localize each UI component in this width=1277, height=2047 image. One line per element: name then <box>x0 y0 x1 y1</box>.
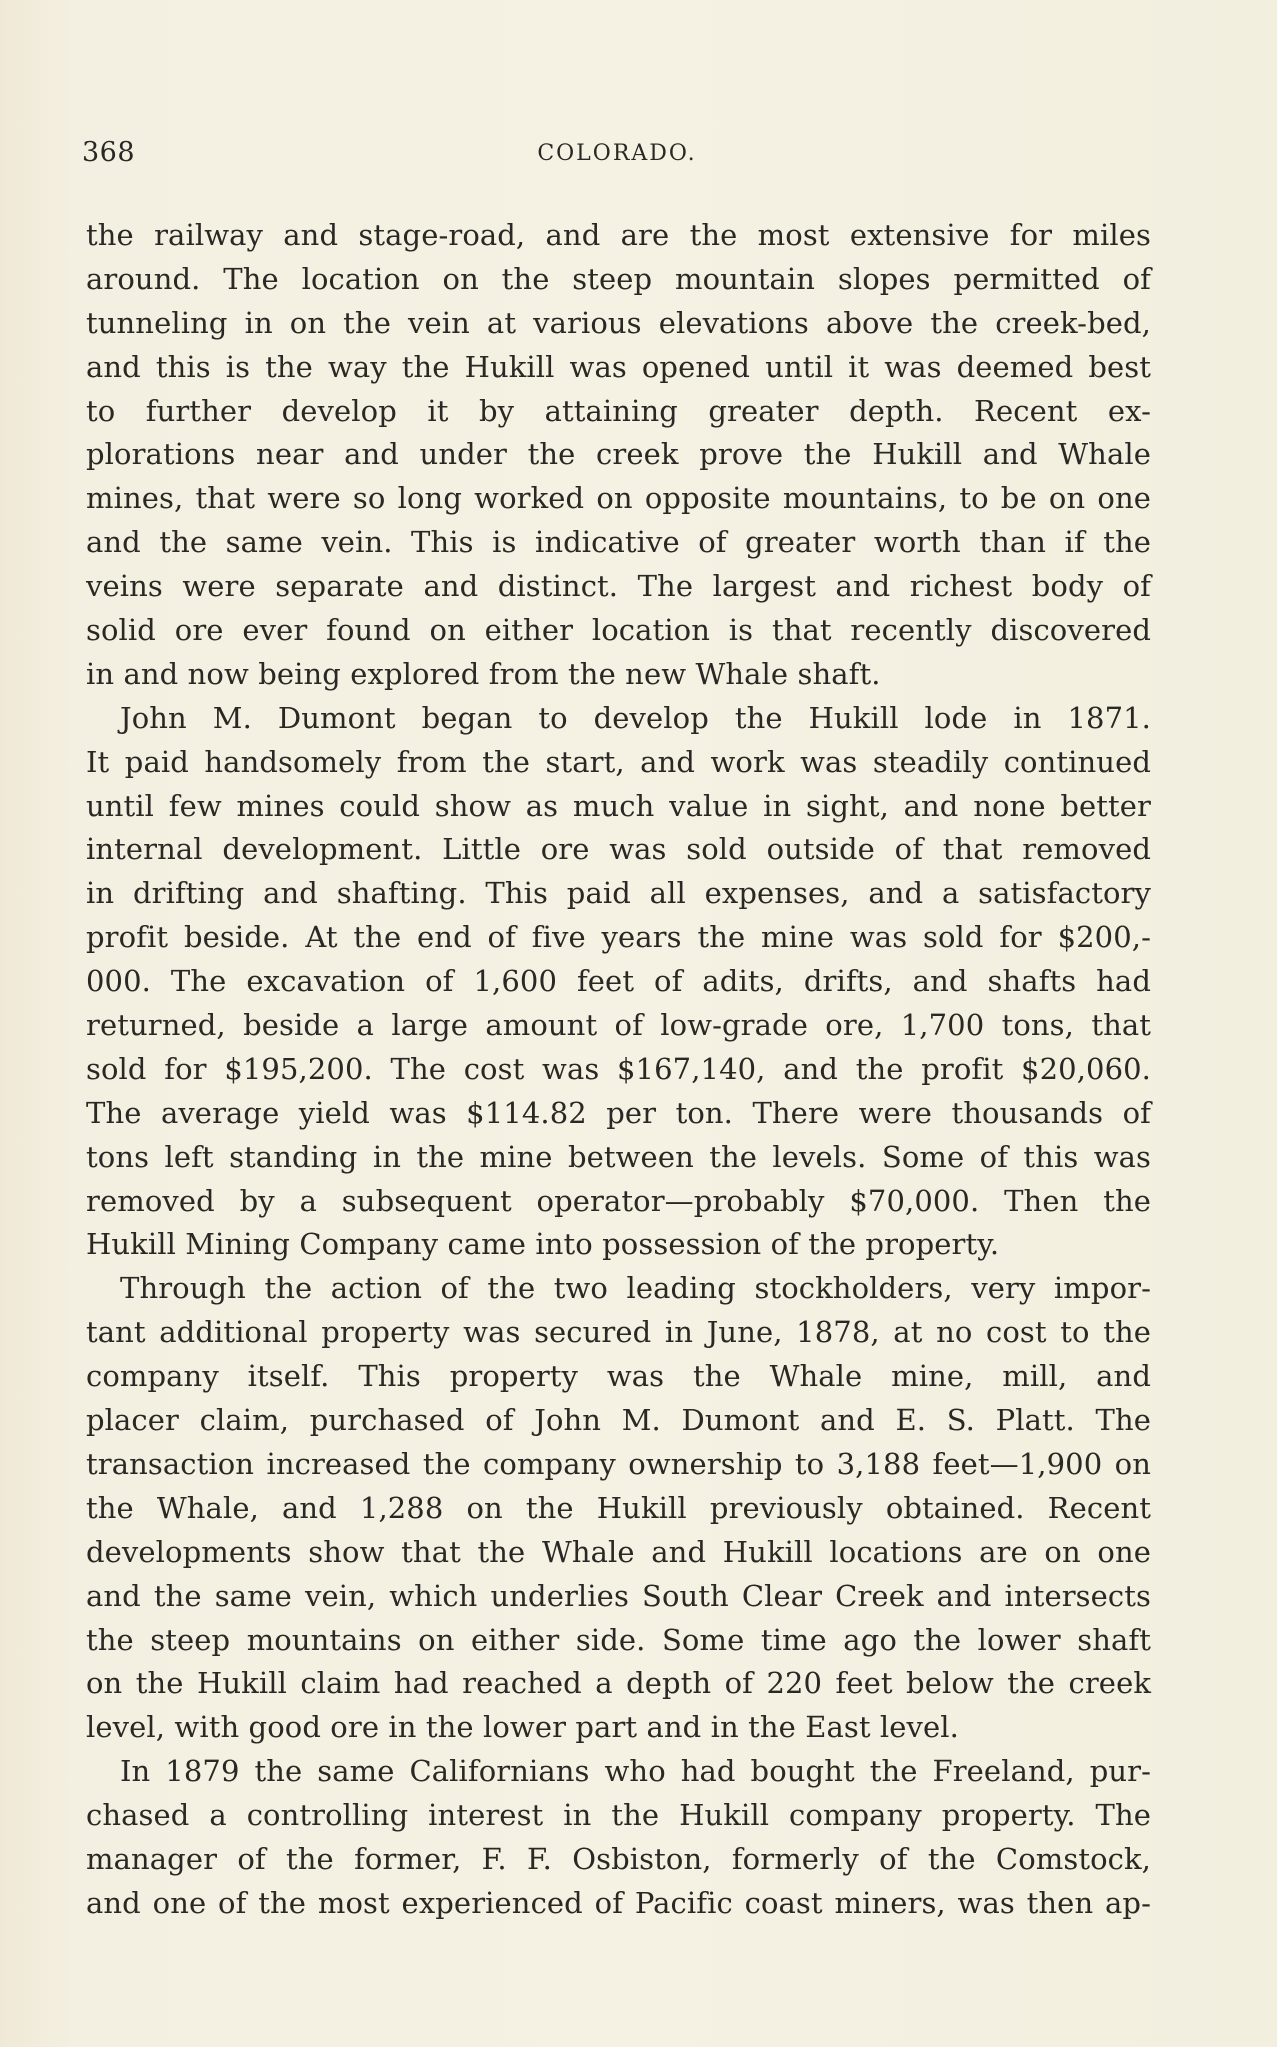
text-line: manager of the former, F. F. Osbiston, formerly of the Comstock, <box>86 1841 1151 1876</box>
text-line: returned, beside a large amount of low-grade ore, 1,700 tons, that <box>86 1008 1151 1043</box>
text-line: Hukill Mining Company came into possession of the property. <box>86 1227 1000 1262</box>
text-line: and the same vein. This is indicative of greater worth than if the <box>86 525 1151 560</box>
text-line: level, with good ore in the lower part and in the East level. <box>86 1710 959 1745</box>
text-line: tunneling in on the vein at various elevations above the creek-bed, <box>86 305 1151 340</box>
text-line: It paid handsomely from the start, and work was steadily continued <box>86 744 1151 779</box>
text-line: on the Hukill claim had reached a depth of 220 feet below the creek <box>86 1666 1151 1701</box>
text-line: profit beside. At the end of five years the mine was sold for $200,- <box>86 920 1151 955</box>
text-line: The average yield was $114.82 per ton. There were thousands of <box>86 1095 1151 1130</box>
text-line: placer claim, purchased of John M. Dumont and E. S. Platt. The <box>86 1403 1151 1438</box>
text-line: around. The location on the steep mountain slopes permitted of <box>86 261 1151 296</box>
text-line: tant additional property was secured in June, 1878, at no cost to the <box>86 1315 1151 1350</box>
text-line: chased a controlling interest in the Hukill company property. The <box>86 1798 1151 1833</box>
text-line: company itself. This property was the Whale mine, mill, and <box>86 1359 1151 1394</box>
text-line: the Whale, and 1,288 on the Hukill previously obtained. Recent <box>86 1490 1151 1525</box>
text-line: and one of the most experienced of Pacific coast miners, was then ap- <box>86 1885 1151 1920</box>
text-line: In 1879 the same Californians who had bought the Freeland, pur- <box>120 1754 1151 1789</box>
text-line: in and now being explored from the new Whale shaft. <box>86 656 881 691</box>
text-line: mines, that were so long worked on opposite mountains, to be on one <box>86 481 1151 516</box>
text-line: sold for $195,200. The cost was $167,140, and the profit $20,060. <box>86 1051 1151 1086</box>
text-line: removed by a subsequent operator—probably $70,000. Then the <box>86 1183 1151 1218</box>
text-line: veins were separate and distinct. The largest and richest body of <box>86 569 1151 604</box>
text-line: solid ore ever found on either location is that recently discovered <box>86 613 1151 648</box>
text-line: to further develop it by attaining greater depth. Recent ex- <box>86 393 1151 428</box>
text-line: developments show that the Whale and Hukill locations are on one <box>86 1534 1151 1569</box>
text-line: and this is the way the Hukill was opened until it was deemed best <box>86 349 1151 384</box>
text-line: the steep mountains on either side. Some time ago the lower shaft <box>86 1622 1151 1657</box>
text-line: and the same vein, which underlies South Clear Creek and intersects <box>86 1578 1151 1613</box>
running-title: COLORADO. <box>537 141 697 166</box>
page-header <box>82 137 1152 173</box>
text-line: in drifting and shafting. This paid all expenses, and a satisfactory <box>86 876 1151 911</box>
text-line: tons left standing in the mine between the levels. Some of this was <box>86 1139 1151 1174</box>
page-number: 368 <box>82 137 136 168</box>
text-line: the railway and stage-road, and are the most extensive for miles <box>86 218 1151 252</box>
text-line: plorations near and under the creek prove the Hukill and Whale <box>86 437 1151 472</box>
body-text <box>86 214 1151 1926</box>
text-line: transaction increased the company ownership to 3,188 feet—1,900 on <box>86 1446 1151 1481</box>
text-line: internal development. Little ore was sold outside of that removed <box>86 832 1151 867</box>
text-line: 000. The excavation of 1,600 feet of adits, drifts, and shafts had <box>86 964 1151 999</box>
text-line: John M. Dumont began to develop the Hukill lode in 1871. <box>120 700 1151 735</box>
text-line: until few mines could show as much value in sight, and none better <box>86 788 1151 823</box>
text-line: Through the action of the two leading stockholders, very impor- <box>120 1271 1151 1306</box>
